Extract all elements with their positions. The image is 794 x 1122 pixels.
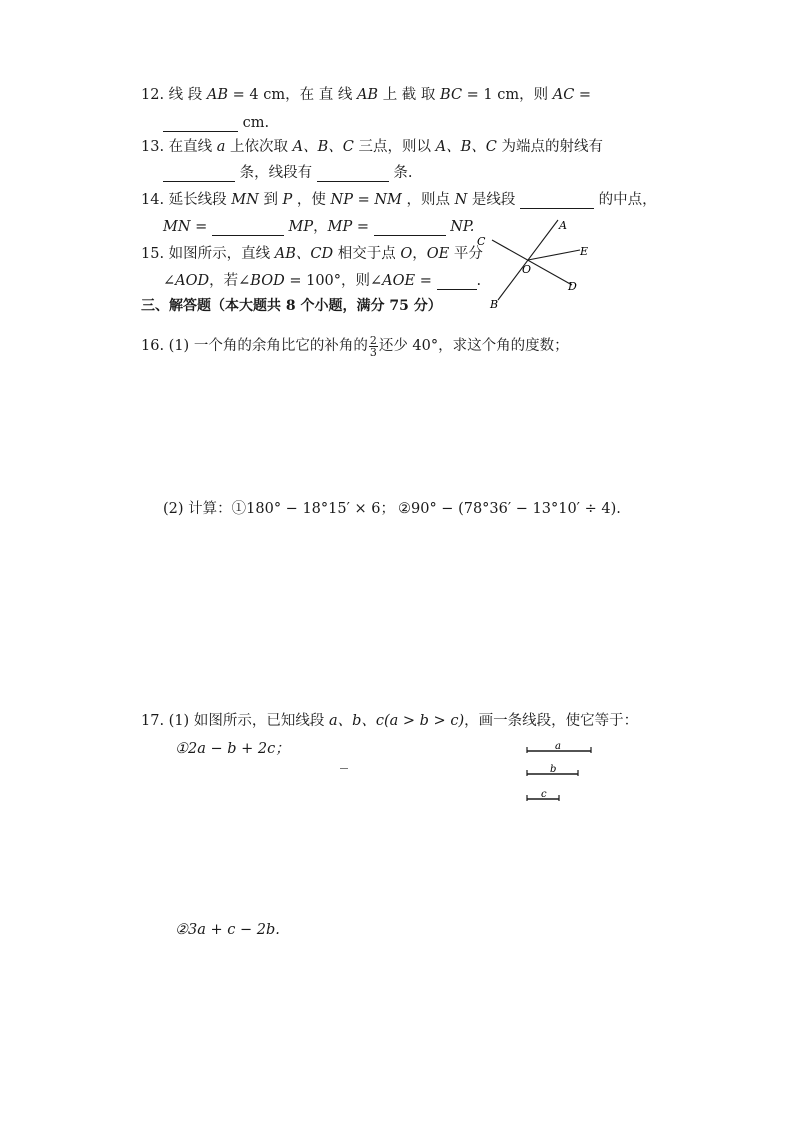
- ray-OE: [528, 250, 580, 260]
- expression-1: ①2a − b + 2c；: [175, 741, 290, 757]
- label-O: O: [522, 263, 532, 276]
- question-17: 17. (1) 如图所示，已知线段 a、b、c(a > b > c)，画一条线段，使它等于：: [141, 713, 639, 729]
- question-number: 16.: [141, 338, 165, 354]
- line-CD: [492, 240, 572, 285]
- answer-blank[interactable]: [163, 167, 235, 182]
- expression-2: ②3a + c − 2b.: [175, 922, 280, 938]
- answer-blank[interactable]: [520, 194, 594, 209]
- question-number: 12.: [141, 87, 165, 103]
- answer-blank[interactable]: [317, 167, 389, 182]
- question-12-line2: cm.: [163, 114, 269, 132]
- segment-c-label: c: [541, 789, 547, 800]
- answer-blank[interactable]: [163, 117, 238, 132]
- label-E: E: [580, 245, 589, 258]
- answer-blank[interactable]: [212, 221, 284, 236]
- question-14-line2: MN = MP，MP = NP.: [163, 219, 475, 235]
- question-14: 14. 延长线段 MN 到 P ，使 NP = NM ，则点 N 是线段 的中点，: [141, 192, 657, 208]
- question-15-line2: ∠AOD，若∠BOD = 100°，则∠AOE = .: [163, 273, 482, 289]
- question-16-part2: (2) 计算：①180° − 18°15′ × 6；: [163, 501, 395, 517]
- question-13-line2: 条，线段有 条.: [163, 164, 412, 182]
- label-A: A: [559, 219, 567, 232]
- answer-blank[interactable]: [374, 221, 446, 236]
- segment-b-label: b: [550, 764, 557, 775]
- label-C: C: [477, 235, 486, 248]
- label-D: D: [568, 280, 577, 293]
- question-13: 13. 在直线 a 上依次取 A、B、C 三点，则以 A、B、C 为端点的射线有: [141, 139, 603, 155]
- question-16-part1: 16. (1) 一个角的余角比它的补角的 $\frac{2}{3}$ 还少 40°，求这个角的度数；: [141, 333, 569, 359]
- question-number: 13.: [141, 139, 165, 155]
- stray-mark: [340, 768, 348, 769]
- question-16-part2b: ②90° − (78°36′ − 13°10′ ÷ 4).: [398, 501, 621, 517]
- question-15: 15. 如图所示，直线 AB、CD 相交于点 O，OE 平分: [141, 246, 483, 262]
- fraction: $\frac{2}{3}$: [369, 333, 377, 359]
- label-B: B: [490, 298, 499, 311]
- question-number: 17.: [141, 713, 165, 729]
- question-number: 15.: [141, 246, 165, 262]
- segments-figure: [520, 738, 600, 804]
- section-heading: 三、解答题（本大题共 8 个小题，满分 75 分）: [141, 298, 442, 314]
- question-12: 12. 线 段 AB = 4 cm，在 直 线 AB 上 截 取 BC = 1 cm，则 AC =: [141, 87, 592, 103]
- segment-a-label: a: [555, 741, 561, 752]
- question-number: 14.: [141, 192, 165, 208]
- angle-figure: [470, 212, 610, 312]
